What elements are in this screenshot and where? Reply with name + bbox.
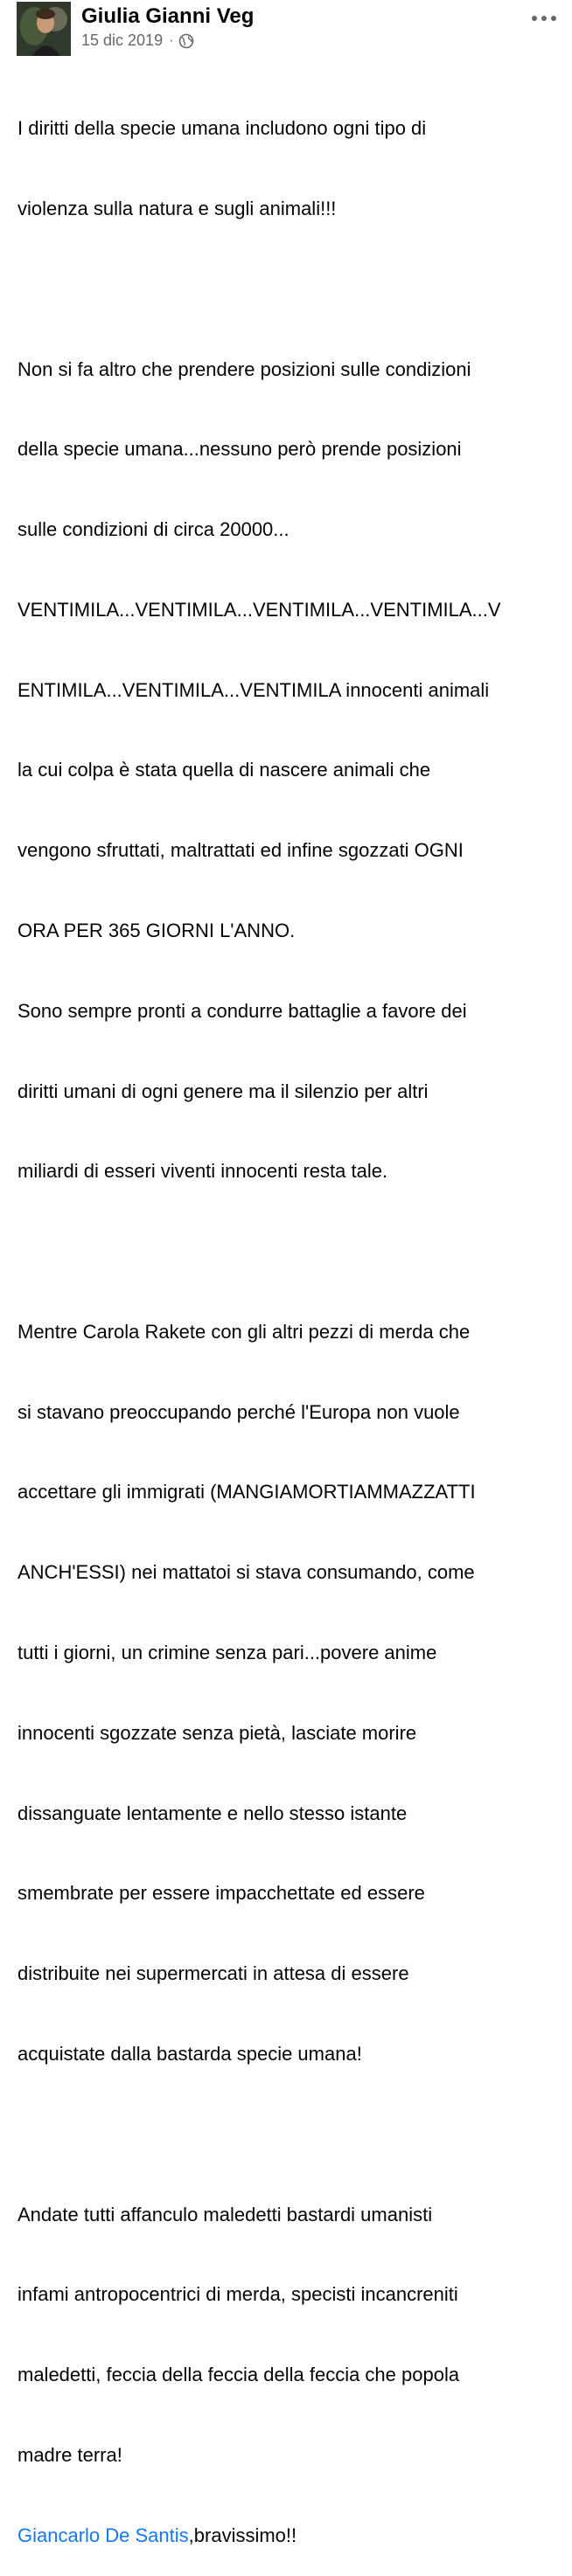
paragraph-gap	[17, 276, 560, 303]
user-mention-link[interactable]: Giancarlo De Santis	[17, 2524, 189, 2546]
text-line: Mentre Carola Rakete con gli altri pezzi di merda che	[17, 1320, 471, 1343]
post-date[interactable]: 15 dic 2019	[81, 31, 164, 49]
meta-separator: ·	[169, 32, 174, 48]
text-line: maledetti, feccia della feccia della feccia che popola	[17, 2364, 460, 2386]
text-line: I diritti della specie umana includono ogni tipo di	[17, 117, 427, 140]
text-line: tutti i giorni, un crimine senza pari...povere anime	[17, 1642, 437, 1664]
text-line: diritti umani di ogni genere ma il silenzio per altri	[17, 1080, 429, 1102]
more-options-icon[interactable]	[527, 3, 562, 33]
post-meta	[81, 31, 194, 50]
text-line: Sono sempre pronti a condurre battaglie a favore dei	[17, 999, 467, 1022]
more-dot	[532, 16, 537, 21]
text-line: ENTIMILA...VENTIMILA...VENTIMILA innocenti animali	[17, 678, 490, 701]
text-line: infami antropocentrici di merda, specisti incancreniti	[17, 2283, 458, 2306]
paragraph-gap	[17, 1239, 560, 1266]
post-header	[0, 0, 572, 61]
mention-suffix: ,bravissimo!!	[188, 2524, 297, 2546]
text-line: innocenti sgozzate senza pietà, lasciate morire	[17, 1721, 417, 1744]
mention-line	[17, 2523, 560, 2550]
more-dot	[551, 16, 556, 21]
text-line: accettare gli immigrati (MANGIAMORTIAMMAZZATTI	[17, 1481, 476, 1503]
text-line: miliardi di esseri viventi innocenti resta tale.	[17, 1160, 388, 1183]
text-line: la cui colpa è stata quella di nascere animali che	[17, 759, 431, 781]
text-line: si stavano preoccupando perché l'Europa non vuole	[17, 1400, 460, 1423]
text-line: acquistate dalla bastarda specie umana!	[17, 2042, 362, 2065]
more-dot	[541, 16, 547, 21]
text-line: della specie umana...nessuno però prende posizioni	[17, 438, 462, 461]
text-line: vengono sfruttati, maltrattati ed infine sgozzati OGNI	[17, 839, 464, 862]
text-line: madre terra!	[17, 2443, 122, 2466]
text-line: Andate tutti affanculo maledetti bastardi umanisti	[17, 2203, 433, 2225]
text-line: VENTIMILA...VENTIMILA...VENTIMILA...VENTIMILA...V	[17, 598, 501, 621]
text-line: dissanguate lentamente e nello stesso istante	[17, 1802, 408, 1824]
text-line: Non si fa altro che prendere posizioni sulle condizioni	[17, 358, 471, 380]
globe-icon[interactable]	[178, 33, 194, 49]
paragraph-gap	[17, 2121, 560, 2149]
text-line: sulle condizioni di circa 20000...	[17, 518, 289, 541]
text-line: ANCH'ESSI) nei mattatoi si stava consumando, come	[17, 1561, 475, 1584]
text-line: distribuite nei supermercati in attesa di essere	[17, 1962, 409, 1985]
text-line: smembrate per essere impacchettate ed essere	[17, 1882, 425, 1905]
post-body	[17, 62, 560, 2576]
author-avatar[interactable]	[17, 2, 71, 56]
author-name[interactable]: Giulia Gianni Veg	[81, 4, 255, 28]
text-line: ORA PER 365 GIORNI L'ANNO.	[17, 920, 296, 941]
text-line: violenza sulla natura e sugli animali!!!	[17, 197, 337, 219]
